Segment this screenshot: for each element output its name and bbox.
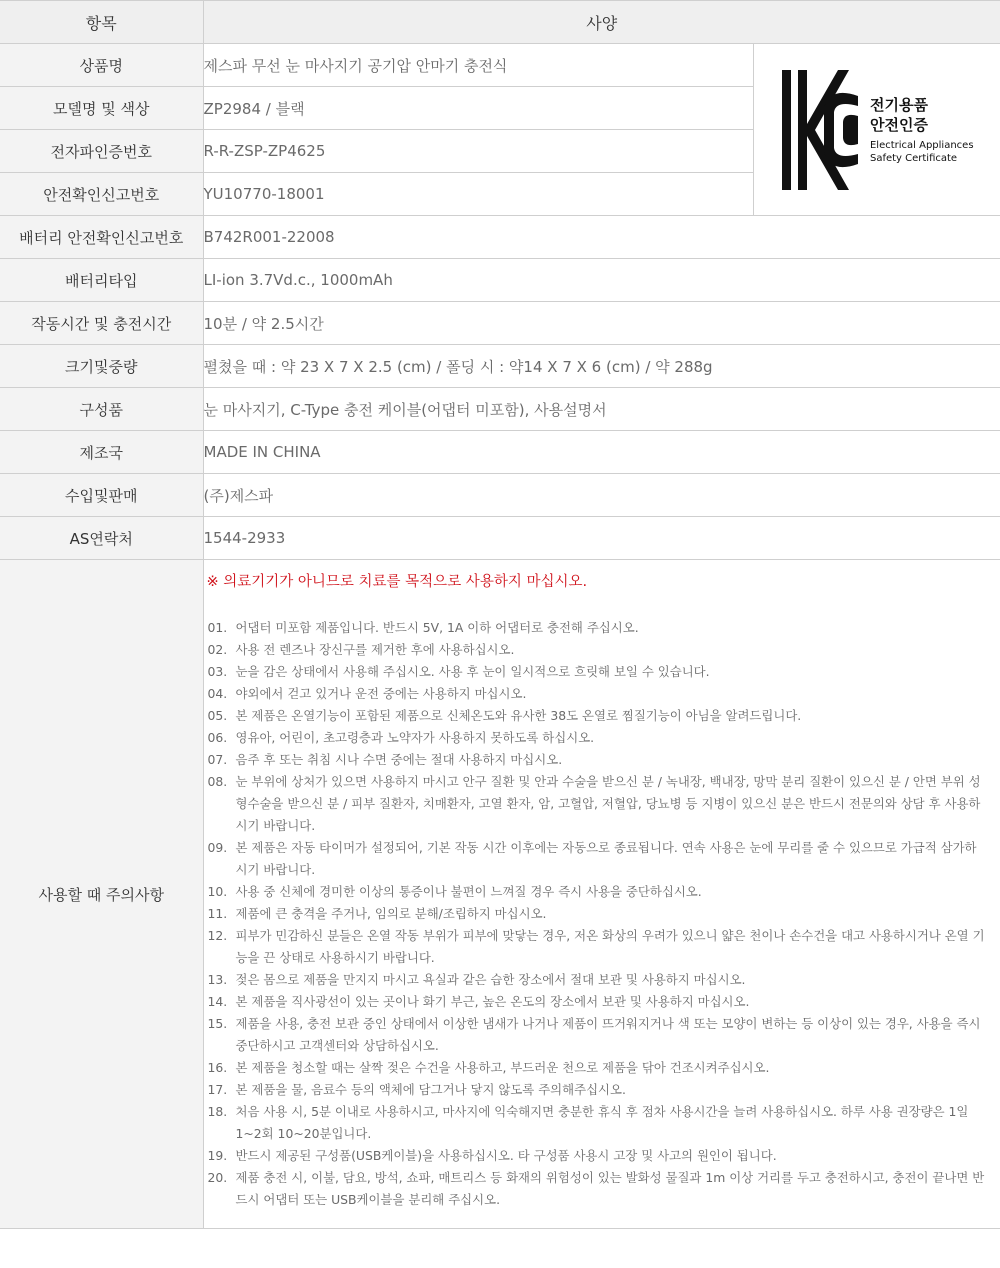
caution-text: 눈을 감은 상태에서 사용해 주십시오. 사용 후 눈이 일시적으로 흐릿해 보일 수 있습니다.	[235, 664, 710, 679]
kc-title-2: 안전인증	[869, 115, 928, 134]
kc-english-2: Safety Certificate	[869, 152, 958, 164]
caution-item	[204, 903, 1000, 925]
caution-number: 06.	[207, 730, 228, 745]
row-value: 제스파 무선 눈 마사지기 공기압 안마기 충전식	[203, 44, 753, 87]
caution-text: 제품 충전 시, 이불, 담요, 방석, 쇼파, 매트리스 등 화재의 위험성이 있는 발화성 물질과 1m 이상 거리를 두고 충전하시고, 충전이 끝나면 반드시 어댑터 또는 USB케이블을 분리해 주십시오.	[235, 1170, 985, 1207]
caution-number: 01.	[207, 620, 228, 635]
caution-text: 야외에서 걷고 있거나 운전 중에는 사용하지 마십시오.	[235, 686, 527, 701]
row-label: 작동시간 및 충전시간	[0, 302, 203, 345]
row-label: 배터리타입	[0, 259, 203, 302]
row-label: 크기및중량	[0, 345, 203, 388]
cautions-row	[0, 560, 1000, 1229]
table-row	[0, 388, 1000, 431]
caution-text: 젖은 몸으로 제품을 만지지 마시고 욕실과 같은 습한 장소에서 절대 보관 및 사용하지 마십시오.	[235, 972, 746, 987]
caution-item	[204, 661, 1000, 683]
caution-number: 08.	[207, 774, 228, 789]
row-label: 모델명 및 색상	[0, 87, 203, 130]
table-row	[0, 302, 1000, 345]
row-value: 1544-2933	[203, 517, 1000, 560]
cautions-label: 사용할 때 주의사항	[0, 560, 203, 1229]
caution-item	[204, 1079, 1000, 1101]
table-row	[0, 345, 1000, 388]
caution-item	[204, 969, 1000, 991]
caution-text: 사용 전 렌즈나 장신구를 제거한 후에 사용하십시오.	[235, 642, 515, 657]
row-value: R-R-ZSP-ZP4625	[203, 130, 753, 173]
row-label: 수입및판매	[0, 474, 203, 517]
caution-text: 본 제품을 물, 음료수 등의 액체에 담그거나 닿지 않도록 주의해주십시오.	[235, 1082, 626, 1097]
row-label: 제조국	[0, 431, 203, 474]
caution-text: 본 제품을 청소할 때는 살짝 젖은 수건을 사용하고, 부드러운 천으로 제품을 닦아 건조시켜주십시오.	[235, 1060, 770, 1075]
caution-text: 피부가 민감하신 분들은 온열 작동 부위가 피부에 맞닿는 경우, 저온 화상의 우려가 있으니 얇은 천이나 손수건을 대고 사용하시거나 온열 기능을 끈 상태로 사용하시기 바랍니다.	[235, 928, 985, 965]
caution-item	[204, 705, 1000, 727]
caution-number: 20.	[207, 1170, 228, 1185]
caution-text: 처음 사용 시, 5분 이내로 사용하시고, 마사지에 익숙해지면 충분한 휴식 후 점차 사용시간을 늘려 사용하십시오. 하루 사용 권장량은 1일 1~2회 10~20분입니다.	[235, 1104, 969, 1141]
caution-number: 19.	[207, 1148, 228, 1163]
row-value: MADE IN CHINA	[203, 431, 1000, 474]
caution-text: 영유아, 어린이, 초고령층과 노약자가 사용하지 못하도록 하십시오.	[235, 730, 595, 745]
caution-number: 12.	[207, 928, 228, 943]
caution-item	[204, 1057, 1000, 1079]
row-value: LI-ion 3.7Vd.c., 1000mAh	[203, 259, 1000, 302]
row-value: (주)제스파	[203, 474, 1000, 517]
row-value: YU10770-18001	[203, 173, 753, 216]
caution-number: 04.	[207, 686, 228, 701]
kc-mark-icon	[780, 68, 860, 192]
medical-warning: ※ 의료기기가 아니므로 치료를 목적으로 사용하지 마십시오.	[206, 574, 588, 590]
table-row	[0, 517, 1000, 560]
kc-english-1: Electrical Appliances	[869, 139, 974, 151]
row-label: 전자파인증번호	[0, 130, 203, 173]
row-label: AS연락처	[0, 517, 203, 560]
caution-text: 본 제품을 직사광선이 있는 곳이나 화기 부근, 높은 온도의 장소에서 보관 및 사용하지 마십시오.	[235, 994, 750, 1009]
header-spec: 사양	[203, 1, 1000, 44]
table-row	[0, 259, 1000, 302]
table-row	[0, 216, 1000, 259]
caution-item	[204, 1101, 1000, 1145]
caution-number: 10.	[207, 884, 228, 899]
row-value: 10분 / 약 2.5시간	[203, 302, 1000, 345]
caution-item	[204, 1167, 1000, 1211]
kc-title-1: 전기용품	[869, 95, 928, 114]
caution-list	[204, 617, 1000, 1211]
caution-number: 18.	[207, 1104, 228, 1119]
caution-number: 17.	[207, 1082, 228, 1097]
caution-number: 07.	[207, 752, 228, 767]
caution-text: 어댑터 미포함 제품입니다. 반드시 5V, 1A 이하 어댑터로 충전해 주십시오.	[235, 620, 639, 635]
row-value: ZP2984 / 블랙	[203, 87, 753, 130]
caution-number: 09.	[207, 840, 228, 855]
caution-item	[204, 617, 1000, 639]
caution-item	[204, 1145, 1000, 1167]
cautions-content	[203, 560, 1000, 1229]
row-label: 배터리 안전확인신고번호	[0, 216, 203, 259]
caution-item	[204, 749, 1000, 771]
caution-number: 14.	[207, 994, 228, 1009]
caution-number: 03.	[207, 664, 228, 679]
caution-number: 16.	[207, 1060, 228, 1075]
caution-text: 음주 후 또는 취침 시나 수면 중에는 절대 사용하지 마십시오.	[235, 752, 563, 767]
header-item: 항목	[0, 1, 203, 44]
table-header-row	[0, 1, 1000, 44]
table-row	[0, 44, 1000, 87]
table-row	[0, 474, 1000, 517]
caution-item	[204, 925, 1000, 969]
caution-item	[204, 771, 1000, 837]
row-value: 펼쳤을 때 : 약 23 X 7 X 2.5 (cm) / 폴딩 시 : 약14 X 7 X 6 (cm) / 약 288g	[203, 345, 1000, 388]
row-label: 상품명	[0, 44, 203, 87]
caution-number: 13.	[207, 972, 228, 987]
caution-number: 15.	[207, 1016, 228, 1031]
caution-item	[204, 837, 1000, 881]
caution-item	[204, 639, 1000, 661]
caution-text: 본 제품은 자동 타이머가 설정되어, 기본 작동 시간 이후에는 자동으로 종료됩니다. 연속 사용은 눈에 무리를 줄 수 있으므로 가급적 삼가하시기 바랍니다.	[235, 840, 977, 877]
caution-item	[204, 1013, 1000, 1057]
caution-text: 본 제품은 온열기능이 포함된 제품으로 신체온도와 유사한 38도 온열로 찜질기능이 아님을 알려드립니다.	[235, 708, 802, 723]
caution-text: 제품을 사용, 충전 보관 중인 상태에서 이상한 냄새가 나거나 제품이 뜨거워지거나 색 또는 모양이 변하는 등 이상이 있는 경우, 사용을 즉시 중단하시고 고객센터와 상담하십시오.	[235, 1016, 981, 1053]
caution-item	[204, 727, 1000, 749]
caution-item	[204, 683, 1000, 705]
caution-text: 제품에 큰 충격을 주거나, 임의로 분해/조립하지 마십시오.	[235, 906, 547, 921]
row-label: 안전확인신고번호	[0, 173, 203, 216]
kc-certification-cell	[753, 44, 1000, 216]
caution-number: 02.	[207, 642, 228, 657]
caution-number: 11.	[207, 906, 228, 921]
table-row	[0, 431, 1000, 474]
row-label: 구성품	[0, 388, 203, 431]
caution-text: 눈 부위에 상처가 있으면 사용하지 마시고 안구 질환 및 안과 수술을 받으신 분 / 녹내장, 백내장, 망막 분리 질환이 있으신 분 / 안면 부위 성형수술을 받으신 분 / 피부 질환자, 치매환자, 고열 환자, 암, 고혈압, 저혈압, 당뇨병 등 지병이 있으신 분은 반드시 전문의와 상담 후 사용하시기 바랍니다.	[235, 774, 981, 833]
caution-number: 05.	[207, 708, 228, 723]
row-value: B742R001-22008	[203, 216, 1000, 259]
caution-item	[204, 991, 1000, 1013]
caution-text: 사용 중 신체에 경미한 이상의 통증이나 불편이 느껴질 경우 즉시 사용을 중단하십시오.	[235, 884, 702, 899]
row-value: 눈 마사지기, C-Type 충전 케이블(어댑터 미포함), 사용설명서	[203, 388, 1000, 431]
caution-item	[204, 881, 1000, 903]
caution-text: 반드시 제공된 구성품(USB케이블)을 사용하십시오. 타 구성품 사용시 고장 및 사고의 원인이 됩니다.	[235, 1148, 777, 1163]
